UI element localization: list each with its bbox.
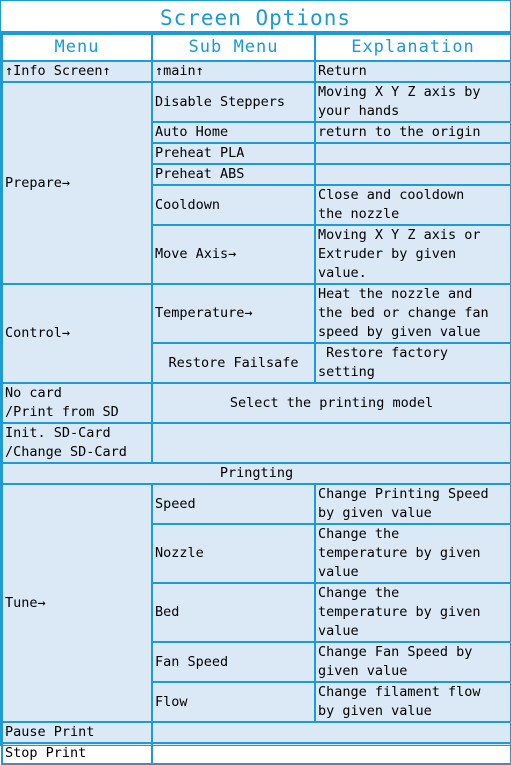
exp-cell-select-model: Select the printing model (152, 383, 511, 423)
exp-cell-return: Return (315, 61, 511, 82)
exp-cell-stop-print (152, 743, 511, 764)
menu-line: No card (5, 385, 62, 401)
exp-cell-auto-home: return to the origin (315, 122, 511, 143)
table-row (2, 284, 511, 343)
exp-cell-init-sd (152, 423, 511, 463)
table-row (2, 61, 511, 82)
menu-cell-tune: Tune→ (2, 484, 152, 722)
menu-cell-info-screen: ↑Info Screen↑ (2, 61, 152, 82)
exp-cell-fan-speed (315, 642, 511, 682)
exp-line: Close and cooldown (318, 187, 465, 203)
exp-line: temperature by given (318, 545, 481, 561)
menu-line: Init. SD-Card (5, 425, 111, 441)
table-row (2, 383, 511, 423)
sub-cell-preheat-abs: Preheat ABS (152, 164, 315, 185)
exp-cell-nozzle (315, 524, 511, 583)
sub-cell-speed: Speed (152, 484, 315, 524)
exp-cell-disable-steppers (315, 82, 511, 122)
menu-cell-pause-print: Pause Print (2, 722, 152, 743)
sub-menu-header: Sub Menu (152, 34, 315, 61)
printing-section-header: Pringting (2, 463, 511, 484)
table-row (2, 82, 511, 122)
menu-cell-control: Control→ (2, 284, 152, 383)
exp-line: temperature by given (318, 604, 481, 620)
sub-cell-flow: Flow (152, 682, 315, 722)
exp-cell-pause-print (152, 722, 511, 743)
exp-line: Change the (318, 585, 400, 601)
table-row (2, 484, 511, 524)
sub-cell-disable-steppers: Disable Steppers (152, 82, 315, 122)
sub-cell-move-axis: Move Axis→ (152, 225, 315, 284)
menu-cell-prepare: Prepare→ (2, 82, 152, 284)
exp-line: speed by given value (318, 324, 481, 340)
exp-line: Heat the nozzle and (318, 286, 473, 302)
exp-line: Change filament flow (318, 684, 481, 700)
exp-line: Extruder by given (318, 246, 457, 262)
exp-line: given value (318, 663, 408, 679)
exp-line: setting (318, 364, 375, 380)
exp-line: value. (318, 265, 367, 281)
table-row (2, 463, 511, 484)
exp-cell-cooldown (315, 185, 511, 225)
exp-line: value (318, 564, 359, 580)
exp-cell-speed (315, 484, 511, 524)
sub-cell-preheat-pla: Preheat PLA (152, 143, 315, 164)
sub-cell-main: ↑main↑ (152, 61, 315, 82)
menu-line: /Print from SD (5, 404, 119, 420)
exp-line: by given value (318, 505, 432, 521)
exp-cell-preheat-abs (315, 164, 511, 185)
sub-cell-nozzle: Nozzle (152, 524, 315, 583)
sub-cell-cooldown: Cooldown (152, 185, 315, 225)
menu-cell-stop-print: Stop Print (2, 743, 152, 764)
table-row (2, 722, 511, 743)
exp-cell-restore-failsafe (315, 343, 511, 383)
page-title: Screen Options (1, 1, 510, 33)
exp-line: Moving X Y Z axis by (318, 84, 481, 100)
menu-header: Menu (2, 34, 152, 61)
table-row (2, 423, 511, 463)
exp-cell-move-axis (315, 225, 511, 284)
exp-line: Moving X Y Z axis or (318, 227, 481, 243)
exp-cell-temperature (315, 284, 511, 343)
menu-line: /Change SD-Card (5, 444, 127, 460)
menu-cell-init-sd (2, 423, 152, 463)
exp-line: the nozzle (318, 206, 400, 222)
exp-cell-flow (315, 682, 511, 722)
explanation-header: Explanation (315, 34, 511, 61)
exp-cell-bed (315, 583, 511, 642)
menu-cell-no-card (2, 383, 152, 423)
exp-cell-preheat-pla (315, 143, 511, 164)
header-row (2, 34, 511, 61)
table-row (2, 743, 511, 764)
exp-line: value (318, 623, 359, 639)
options-table (1, 33, 511, 765)
sub-cell-temperature: Temperature→ (152, 284, 315, 343)
exp-line: Change the (318, 526, 400, 542)
exp-line: Restore factory (318, 345, 449, 361)
exp-line: by given value (318, 703, 432, 719)
sub-cell-restore-failsafe: Restore Failsafe (152, 343, 315, 383)
sub-cell-bed: Bed (152, 583, 315, 642)
exp-line: the bed or change fan (318, 305, 489, 321)
exp-line: Change Fan Speed by (318, 644, 473, 660)
sub-cell-auto-home: Auto Home (152, 122, 315, 143)
exp-line: Change Printing Speed (318, 486, 489, 502)
sub-cell-fan-speed: Fan Speed (152, 642, 315, 682)
exp-line: your hands (318, 103, 400, 119)
